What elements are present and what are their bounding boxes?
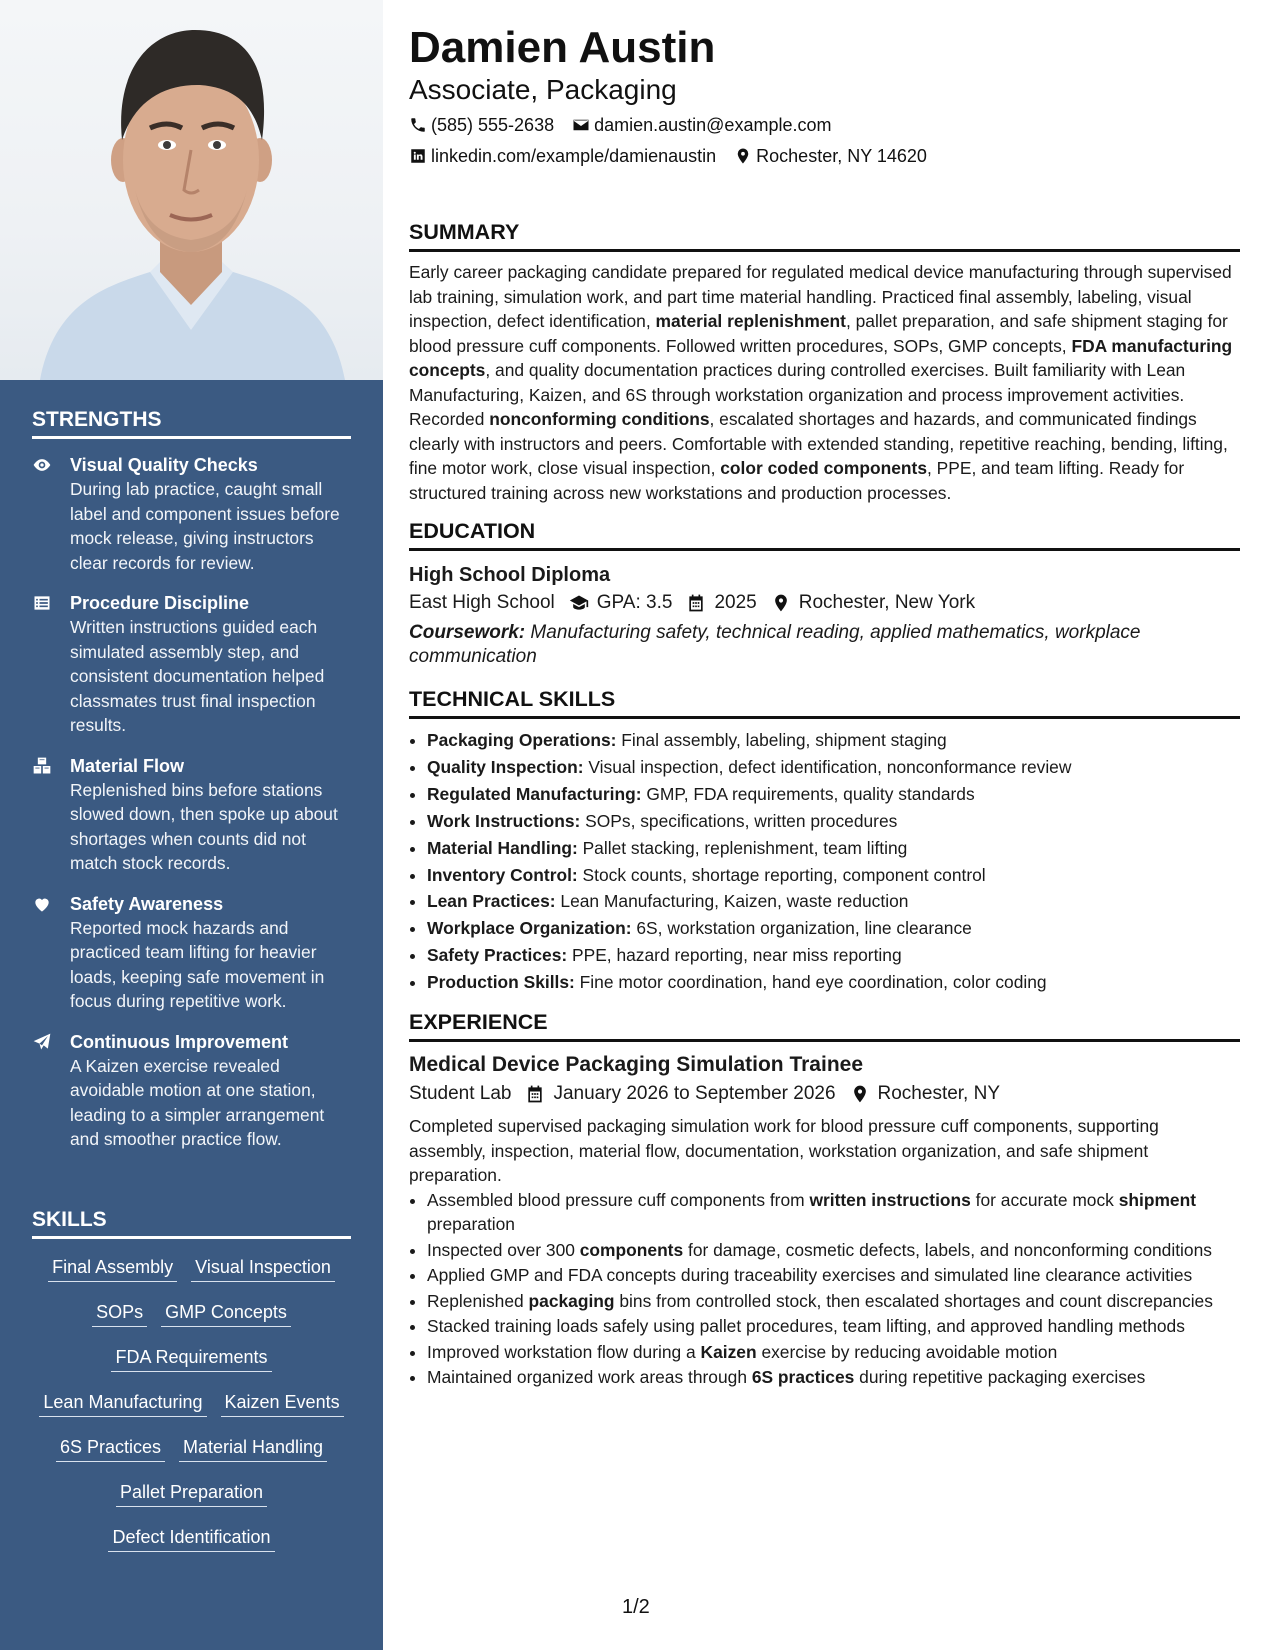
job-description: Completed supervised packaging simulation work for blood pressure cuff components, supporting assembly, inspection, material flow, documentation, workstation organization, and safe shipment preparation. <box>409 1116 1159 1186</box>
experience-heading: EXPERIENCE <box>409 1010 1240 1042</box>
linkedin-icon <box>409 147 427 165</box>
strength-title: Visual Quality Checks <box>70 455 258 475</box>
boxes-icon <box>32 754 70 876</box>
company-name: Student Lab <box>409 1083 512 1105</box>
education-heading: EDUCATION <box>409 519 1240 551</box>
heart-icon <box>32 892 70 1014</box>
strength-item <box>32 453 351 575</box>
job-meta <box>409 1080 1240 1108</box>
list-item: • Applied GMP and FDA concepts during traceability exercises and simulated line clearance activities <box>427 1263 1240 1288</box>
page-number: 1/2 <box>622 1596 650 1618</box>
strength-title: Material Flow <box>70 755 185 776</box>
education-section <box>409 519 1240 669</box>
sidebar <box>0 0 383 1650</box>
strength-item <box>32 1030 351 1152</box>
skill-tag: Visual Inspection <box>191 1255 335 1282</box>
skill-tag: Pallet Preparation <box>116 1480 267 1507</box>
summary-section <box>409 220 1240 505</box>
summary-heading: SUMMARY <box>409 220 1240 252</box>
list-item: • Work Instructions: SOPs, specifications, written procedures <box>427 808 1240 835</box>
job-location: Rochester, NY <box>877 1083 1001 1105</box>
strength-description: During lab practice, caught small label and component issues before mock release, giving instructors clear records for review. <box>70 479 340 573</box>
strength-item <box>32 892 351 1014</box>
experience-bullets <box>409 1188 1240 1390</box>
gpa: GPA: 3.5 <box>596 592 673 613</box>
list-item: • Safety Practices: PPE, hazard reporting, near miss reporting <box>427 942 1240 969</box>
graduation-cap-icon <box>569 593 589 613</box>
list-item: • Lean Practices: Lean Manufacturing, Kaizen, waste reduction <box>427 888 1240 915</box>
list-item: • Inventory Control: Stock counts, shortage reporting, component control <box>427 862 1240 889</box>
technical-skills-heading: TECHNICAL SKILLS <box>409 687 1240 719</box>
skill-tag: GMP Concepts <box>161 1300 291 1327</box>
list-item: • Regulated Manufacturing: GMP, FDA requirements, quality standards <box>427 781 1240 808</box>
list-item: • Assembled blood pressure cuff components from written instructions for accurate mock shipment preparation <box>427 1188 1240 1237</box>
summary-text: Early career packaging candidate prepared for regulated medical device manufacturing through supervised lab training, simulation work, and part time material handling. Practiced final assembly, labeling, visual inspection, defect identification, material replenishment, pallet preparation, and safe shipment staging for blood pressure cuff components. Followed written procedures, SOPs, GMP concepts, FDA manufacturing concepts, and quality documentation practices during controlled exercises. Built familiarity with Lean Manufacturing, Kaizen, and 6S through workstation organization and process improvement activities. Recorded nonconforming conditions, escalated shortages and hazards, and communicated findings clearly with instructors and peers. Comfortable with extended standing, repetitive reaching, bending, lifting, fine motor work, close visual inspection, color coded components, PPE, and team lifting. Ready for structured training across new workstations and production processes. <box>409 262 1233 503</box>
contact-row-1 <box>409 113 849 137</box>
strength-title: Safety Awareness <box>70 893 224 914</box>
skill-tag: 6S Practices <box>56 1435 165 1462</box>
job-title: Medical Device Packaging Simulation Trainee <box>409 1053 864 1077</box>
linkedin-link[interactable]: linkedin.com/example/damienaustin <box>431 146 717 166</box>
map-pin-icon <box>734 147 752 165</box>
strength-description: Reported mock hazards and practiced team lifting for heavier loads, keeping safe movement in focus during repetitive work. <box>70 917 325 1011</box>
coursework: Coursework: Manufacturing safety, technical reading, applied mathematics, workplace communication <box>409 622 1141 667</box>
strengths-heading: STRENGTHS <box>32 408 351 439</box>
education-meta <box>409 589 1240 617</box>
skill-tag: Kaizen Events <box>221 1390 344 1417</box>
list-item: • Quality Inspection: Visual inspection, defect identification, nonconformance review <box>427 754 1240 781</box>
list-item: • Inspected over 300 components for damage, cosmetic defects, labels, and nonconforming conditions <box>427 1238 1240 1263</box>
list-item: • Packaging Operations: Final assembly, labeling, shipment staging <box>427 727 1240 754</box>
job-dates: January 2026 to September 2026 <box>553 1083 836 1105</box>
strength-description: Replenished bins before stations slowed down, then spoke up about shortages when counts did not match stock records. <box>70 779 338 873</box>
candidate-role: Associate, Packaging <box>409 74 677 105</box>
skill-tag: Final Assembly <box>48 1255 177 1282</box>
strength-description: Written instructions guided each simulated assembly step, and consistent documentation helped classmates trust final inspection results. <box>70 617 325 735</box>
skill-tag: Material Handling <box>179 1435 327 1462</box>
skills-section <box>32 1208 351 1570</box>
calendar-icon <box>686 593 706 613</box>
envelope-icon <box>572 116 590 134</box>
skills-heading: SKILLS <box>32 1208 351 1239</box>
paper-plane-icon <box>32 1030 70 1152</box>
list-item: • Material Handling: Pallet stacking, replenishment, team lifting <box>427 835 1240 862</box>
graduation-year: 2025 <box>714 592 757 613</box>
email-link[interactable]: damien.austin@example.com <box>594 115 832 135</box>
profile-photo <box>0 0 383 380</box>
portrait-illustration <box>0 0 383 380</box>
skill-tag: Lean Manufacturing <box>39 1390 206 1417</box>
calendar-icon <box>525 1084 545 1104</box>
strength-title: Procedure Discipline <box>70 593 250 613</box>
technical-skills-list <box>409 727 1240 996</box>
phone-number[interactable]: (585) 555-2638 <box>431 115 555 135</box>
map-pin-icon <box>850 1084 870 1104</box>
experience-section <box>409 1010 1240 1390</box>
strength-item <box>32 754 351 876</box>
school-name: East High School <box>409 592 555 613</box>
phone-icon <box>409 116 427 134</box>
list-item: • Improved workstation flow during a Kaizen exercise by reducing avoidable motion <box>427 1340 1240 1365</box>
technical-skills-section <box>409 687 1240 996</box>
skill-tag: Defect Identification <box>108 1525 274 1552</box>
map-pin-icon <box>771 593 791 613</box>
eye-icon <box>32 453 70 575</box>
contact-row-2 <box>409 144 945 168</box>
skills-tags <box>32 1255 351 1570</box>
strength-title: Continuous Improvement <box>70 1031 289 1052</box>
list-icon <box>32 591 70 738</box>
list-item: • Maintained organized work areas through 6S practices during repetitive packaging exercises <box>427 1365 1240 1390</box>
degree-title: High School Diploma <box>409 564 611 586</box>
list-item: • Stacked training loads safely using pallet procedures, team lifting, and approved handling methods <box>427 1314 1240 1339</box>
strength-item <box>32 591 351 738</box>
list-item: • Replenished packaging bins from controlled stock, then escalated shortages and count discrepancies <box>427 1289 1240 1314</box>
main-content <box>409 220 1240 1391</box>
strengths-section <box>32 408 351 1168</box>
candidate-name: Damien Austin <box>409 23 716 72</box>
school-location: Rochester, New York <box>798 592 976 613</box>
location-text: Rochester, NY 14620 <box>756 146 927 166</box>
list-item: • Production Skills: Fine motor coordination, hand eye coordination, color coding <box>427 969 1240 996</box>
strength-description: A Kaizen exercise revealed avoidable motion at one station, leading to a simpler arrangement and smoother practice flow. <box>70 1055 325 1149</box>
list-item: • Workplace Organization: 6S, workstation organization, line clearance <box>427 915 1240 942</box>
skill-tag: FDA Requirements <box>111 1345 271 1372</box>
skill-tag: SOPs <box>92 1300 147 1327</box>
